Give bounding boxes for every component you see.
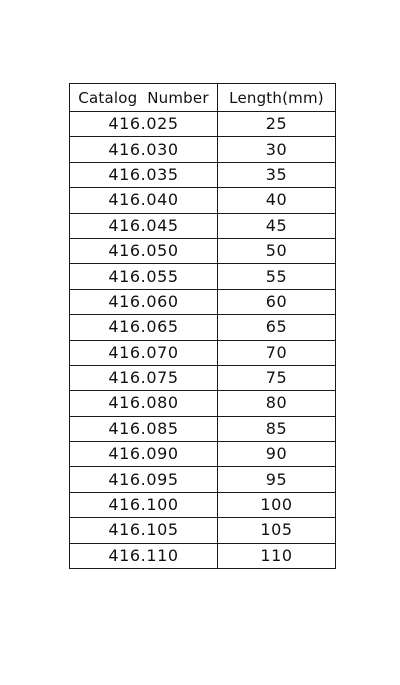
table-body <box>70 112 336 569</box>
length-cell: 70 <box>218 340 336 365</box>
table-row <box>70 238 336 263</box>
catalog-number-cell: 416.055 <box>70 264 218 289</box>
length-cell: 95 <box>218 467 336 492</box>
table-row <box>70 340 336 365</box>
catalog-number-cell: 416.085 <box>70 416 218 441</box>
length-cell: 35 <box>218 162 336 187</box>
length-cell: 45 <box>218 213 336 238</box>
table-row <box>70 518 336 543</box>
catalog-number-cell: 416.090 <box>70 442 218 467</box>
length-cell: 110 <box>218 543 336 568</box>
table-row <box>70 137 336 162</box>
catalog-number-cell: 416.025 <box>70 112 218 137</box>
catalog-number-cell: 416.030 <box>70 137 218 162</box>
catalog-number-cell: 416.060 <box>70 289 218 314</box>
catalog-number-cell: 416.095 <box>70 467 218 492</box>
table-row <box>70 492 336 517</box>
catalog-number-cell: 416.040 <box>70 188 218 213</box>
length-cell: 40 <box>218 188 336 213</box>
length-cell: 55 <box>218 264 336 289</box>
table-row <box>70 467 336 492</box>
length-cell: 25 <box>218 112 336 137</box>
length-cell: 100 <box>218 492 336 517</box>
catalog-number-cell: 416.110 <box>70 543 218 568</box>
table-row <box>70 365 336 390</box>
length-cell: 80 <box>218 391 336 416</box>
length-cell: 30 <box>218 137 336 162</box>
catalog-number-cell: 416.050 <box>70 238 218 263</box>
length-cell: 85 <box>218 416 336 441</box>
catalog-number-cell: 416.045 <box>70 213 218 238</box>
catalog-number-cell: 416.065 <box>70 315 218 340</box>
table-row <box>70 416 336 441</box>
table-row <box>70 188 336 213</box>
catalog-number-cell: 416.035 <box>70 162 218 187</box>
length-cell: 60 <box>218 289 336 314</box>
table-row <box>70 391 336 416</box>
catalog-number-cell: 416.105 <box>70 518 218 543</box>
length-cell: 65 <box>218 315 336 340</box>
header-length: Length(mm) <box>218 84 336 112</box>
table-row <box>70 264 336 289</box>
table-row <box>70 315 336 340</box>
catalog-number-cell: 416.070 <box>70 340 218 365</box>
catalog-length-table <box>69 83 336 569</box>
length-cell: 90 <box>218 442 336 467</box>
table-row <box>70 213 336 238</box>
header-catalog-number: Catalog Number <box>70 84 218 112</box>
table-header <box>70 84 336 112</box>
length-cell: 50 <box>218 238 336 263</box>
length-cell: 105 <box>218 518 336 543</box>
catalog-number-cell: 416.075 <box>70 365 218 390</box>
catalog-number-cell: 416.100 <box>70 492 218 517</box>
length-cell: 75 <box>218 365 336 390</box>
table-row <box>70 543 336 568</box>
table-row <box>70 112 336 137</box>
header-row <box>70 84 336 112</box>
table-row <box>70 289 336 314</box>
table-row <box>70 162 336 187</box>
table-row <box>70 442 336 467</box>
catalog-number-cell: 416.080 <box>70 391 218 416</box>
